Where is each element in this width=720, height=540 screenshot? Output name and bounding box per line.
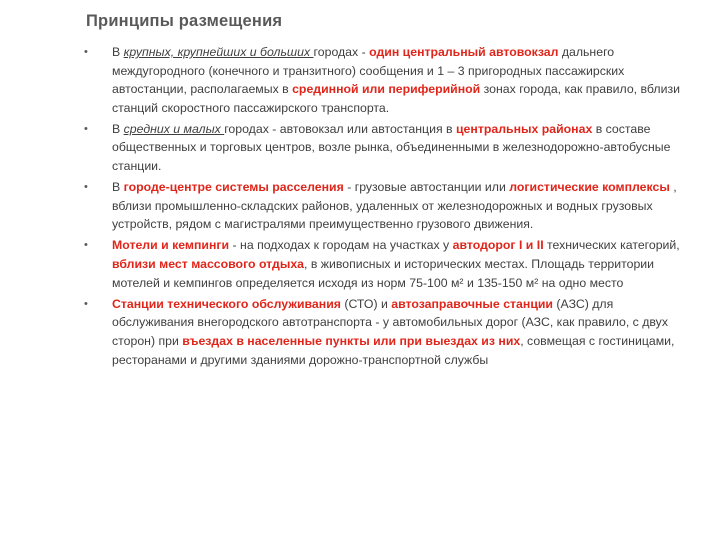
bullet-dot-icon: •	[84, 297, 88, 310]
highlight-text: Мотели и кемпинги	[112, 238, 230, 253]
text-run: городах -	[313, 45, 370, 59]
text-run: дальнего междугородного (конечного и транзитного) сообщения и 1 – 3 пригородных пассажирских автостанции, располагаемых в	[112, 45, 625, 97]
text-run: , совмещая с гостиницами, ресторанами и другими зданиями дорожно-транспортной службы	[112, 333, 675, 367]
highlight-text: въездах в населенные пункты или при выездах из них	[182, 333, 521, 348]
text-run: зонах города, как правило, вблизи станций скоростного пассажирского транспорта.	[112, 82, 680, 115]
text-run: В	[112, 180, 124, 195]
bullet-item	[80, 236, 688, 292]
text-run: в составе общественных и торговых центров, возле рынка, объединенными в железнодорожно-автобусные станции.	[112, 121, 671, 174]
bullet-item	[80, 178, 688, 234]
text-run: В	[112, 45, 124, 59]
bullet-dot-icon: •	[84, 46, 88, 58]
slide-title: Принципы размещения	[86, 12, 283, 30]
highlight-text: логистические комплексы	[509, 180, 670, 195]
bullet-text	[112, 45, 680, 115]
highlight-text: автодорог I и II	[452, 238, 544, 253]
text-run: - грузовые автостанции или	[343, 180, 510, 195]
bullet-text	[112, 238, 680, 289]
bullet-item	[80, 295, 688, 369]
text-run: В	[112, 121, 124, 136]
bullet-text	[112, 122, 670, 173]
highlight-text: Станции технического обслуживания	[112, 296, 341, 311]
bullet-item	[80, 43, 688, 117]
highlight-text: городе-центре системы расселения	[123, 180, 344, 195]
bullet-text	[112, 297, 674, 367]
text-run: , в живописных и исторических местах. Площадь территории мотелей и кемпингов определяется исходя из норм 75-100 м² и 135-150 м² на одно место	[112, 257, 655, 290]
text-run: , вблизи промышленно-складских районов, удаленных от железнодорожных и водных грузовых устройств, рядом с магистралями преимущественно грузового движения.	[112, 180, 677, 232]
highlight-text: автозаправочные станции	[391, 296, 553, 311]
text-run: (СТО) и	[340, 296, 392, 311]
emphasis-text: крупных, крупнейших и больших	[123, 45, 314, 59]
text-run: городах - автовокзал или автостанция в	[224, 121, 456, 136]
bullet-text	[112, 180, 677, 231]
bullet-dot-icon: •	[84, 239, 88, 252]
text-run: технических категорий,	[543, 238, 680, 253]
highlight-text: вблизи мест массового отдыха	[112, 257, 305, 272]
text-run: (АЗС) для обслуживания внегородского автотранспорта - у автомобильных дорог (АЗС, как правило, с двух сторон) при	[112, 296, 668, 348]
bullet-list	[80, 43, 688, 372]
bullet-item	[80, 120, 688, 176]
text-run: - на подходах к городам на участках у	[229, 238, 453, 253]
highlight-text: один центральный автовокзал	[369, 45, 559, 59]
highlight-text: срединной или периферийной	[292, 82, 481, 97]
bullet-dot-icon: •	[84, 181, 88, 194]
highlight-text: центральных районах	[456, 121, 593, 136]
bullet-dot-icon: •	[84, 122, 88, 135]
emphasis-text: средних и малых	[123, 121, 225, 136]
